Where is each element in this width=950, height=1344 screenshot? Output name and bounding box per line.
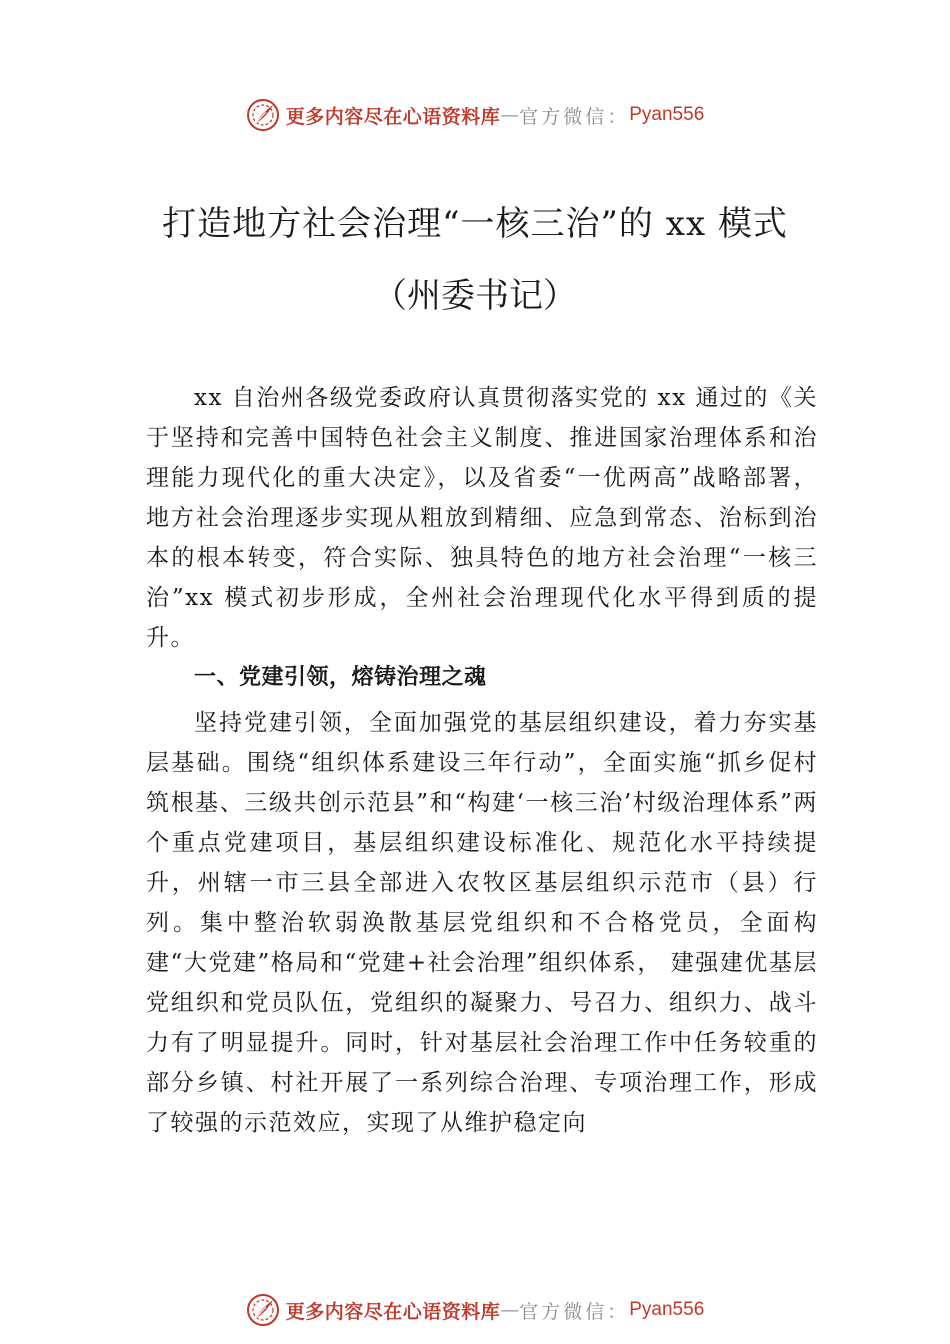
section-heading-1: 一、党建引领，熔铸治理之魂 — [194, 665, 487, 690]
brand-text: 更多内容尽在心语资料库 — [285, 105, 501, 128]
wechat-id: Pyan556 — [629, 104, 705, 125]
paragraph-intro: xx 自治州各级党委政府认真贯彻落实党的 xx 通过的《关于坚持和完善中国特色社会主义制度、推进国家治理体系和治理能力现代化的重大决定》，以及省委“一优两高”战略部署，地方社会治理逐步实现从粗放到精细、应急到常态、治标到治本的根本转变，符合实际、独具特色的地方社会治理“一核三治”xx 模式初步形成，全州社会治理现代化水平得到质的提升。 — [146, 385, 818, 651]
wechat-id: Pyan556 — [629, 1299, 705, 1320]
wechat-label: 官方微信： — [519, 105, 630, 128]
footer-watermark-banner — [0, 1290, 950, 1330]
paragraph-party-building: 坚持党建引领，全面加强党的基层组织建设，着力夯实基层基础。围绕“组织体系建设三年行动”，全面实施“抓乡促村筑根基、三级共创示范县”和“构建‘一核三治’村级治理体系”两个重点党建项目，基层组织建设标准化、规范化水平持续提升，州辖一市三县全部进入农牧区基层组织示范市（县）行列。集中整治软弱涣散基层党组织和不合格党员，全面构建“大党建”格局和“党建+社会治理”组织体系， 建强建优基层党组织和党员队伍，党组织的凝聚力、号召力、组织力、战斗力有了明显提升。同时，针对基层社会治理工作中任务较重的部分乡镇、村社开展了一系列综合治理、专项治理工作，形成了较强的示范效应，实现了从维护稳定向 — [146, 710, 818, 1136]
document-title: 打造地方社会治理“一核三治”的 xx 模式 — [162, 204, 788, 244]
document-subtitle: （州委书记） — [373, 276, 577, 316]
banner-dash: — — [500, 1299, 520, 1321]
banner-dash: — — [500, 104, 520, 126]
header-watermark-banner — [0, 95, 950, 135]
wechat-label: 官方微信： — [519, 1300, 630, 1323]
brand-text: 更多内容尽在心语资料库 — [285, 1300, 501, 1323]
feather-quill-logo-icon — [246, 98, 280, 132]
feather-quill-logo-icon — [246, 1293, 280, 1327]
